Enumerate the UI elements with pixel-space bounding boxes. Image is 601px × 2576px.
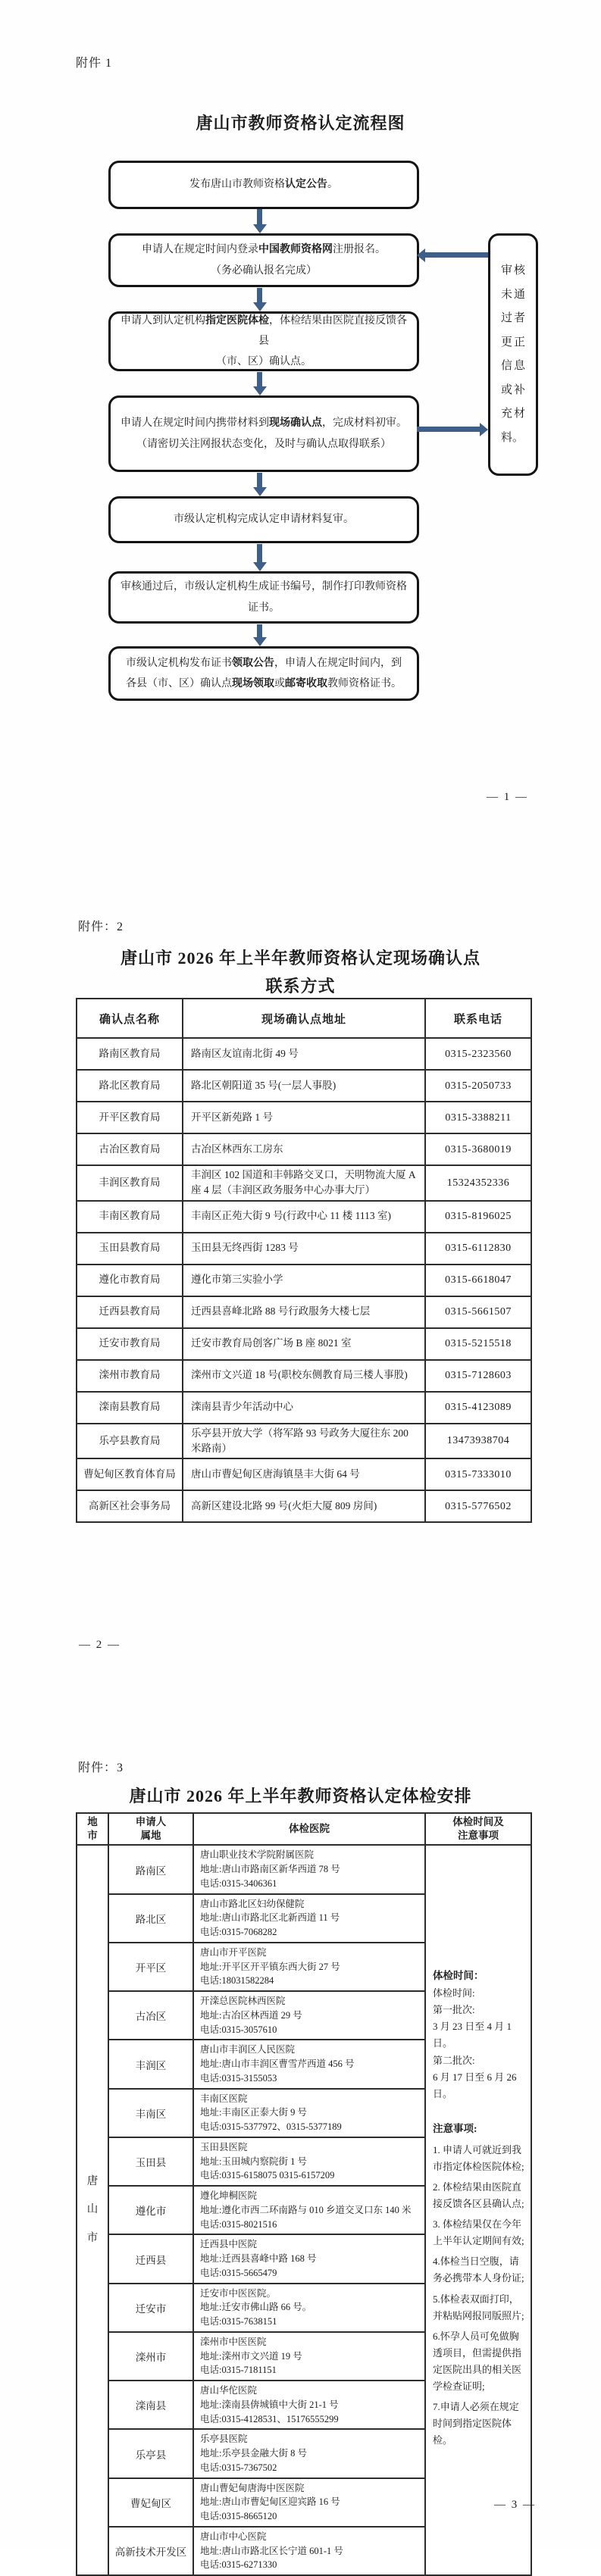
hospital-address: 地址:唐山市路北区北新西道 11 号	[200, 1912, 340, 1924]
arrow-down-icon	[257, 288, 262, 303]
applicant-area: 乐亭县	[108, 2429, 193, 2478]
table-header-row	[77, 999, 531, 1038]
flow-step-certificate-pickup	[108, 646, 419, 701]
exam-time-line: 第一批次:	[433, 2004, 475, 2016]
confirm-point-name: 丰润区教育局	[77, 1165, 183, 1201]
column-header-name: 确认点名称	[77, 999, 183, 1038]
confirm-point-address: 迁安市教育局创客广场 B 座 8021 室	[183, 1328, 425, 1360]
exam-time-line: 6 月 17 日至 6 月 26 日。	[433, 2071, 517, 2099]
hospital-address: 地址:唐山市丰润区曹雪芹西道 456 号	[200, 2059, 355, 2070]
notice-item: 6.怀孕人员可免做胸透项目，但需提供指定医院出具的相关医学检查证明;	[433, 2330, 522, 2392]
hospital-name: 乐亭县医院	[200, 2434, 248, 2445]
flow-side-box-review-failed	[488, 233, 538, 476]
confirm-point-phone: 0315-6618047	[425, 1265, 531, 1296]
hospital-cell	[193, 2137, 425, 2186]
exam-time-line: 第二批次:	[433, 2054, 475, 2066]
hospital-address: 地址:开平区开平镇东西大街 27 号	[200, 1961, 340, 1972]
applicant-area: 路北区	[108, 1894, 193, 1943]
column-header-line: 地	[87, 1816, 98, 1827]
hospital-phone: 电话:0315-7638151	[200, 2316, 277, 2327]
hospital-name: 唐山职业技术学院附属医院	[200, 1849, 315, 1861]
flow-step-medical-exam	[108, 311, 419, 371]
table-row	[77, 1201, 531, 1233]
table-row	[77, 1265, 531, 1296]
table-row	[77, 1392, 531, 1424]
table-row	[77, 1296, 531, 1328]
confirm-point-name: 路北区教育局	[77, 1070, 183, 1102]
confirm-point-phone: 0315-2323560	[425, 1038, 531, 1070]
applicant-area: 古冶区	[108, 1991, 193, 2040]
applicant-area: 曹妃甸区	[108, 2478, 193, 2527]
hospital-phone: 电话:0315-3406361	[200, 1877, 277, 1889]
confirm-point-name: 迁安市教育局	[77, 1328, 183, 1360]
confirm-point-phone: 0315-5776502	[425, 1490, 531, 1522]
attachment3-label: 附件：3	[78, 1762, 124, 1774]
confirm-point-phone: 0315-8196025	[425, 1201, 531, 1233]
hospital-address: 地址:唐山市路南区新华西道 78 号	[200, 1864, 340, 1875]
hospital-name: 迁西县中医院	[200, 2239, 258, 2250]
hospital-phone: 电话:0315-3155053	[200, 2072, 277, 2084]
hospital-name: 滦州市中医医院	[200, 2336, 267, 2347]
confirm-point-phone: 0315-5215518	[425, 1328, 531, 1360]
hospital-name: 丰南区医院	[200, 2093, 248, 2104]
flow-step-onsite-confirmation	[108, 395, 419, 472]
confirm-point-address: 玉田县无终西街 1283 号	[183, 1233, 425, 1265]
confirm-point-address: 滦州市文兴道 18 号(职校东侧教育局三楼人事股)	[183, 1360, 425, 1392]
confirm-point-phone: 0315-3680019	[425, 1133, 531, 1165]
hospital-address: 地址:乐亭县金融大街 8 号	[200, 2448, 307, 2459]
hospital-cell	[193, 2478, 425, 2527]
hospital-name: 唐山市路北区妇幼保健院	[200, 1898, 305, 1909]
hospital-cell	[193, 2381, 425, 2429]
city-cell: 唐山市	[77, 1845, 108, 2575]
flow-step-announcement	[108, 161, 419, 209]
hospital-cell	[193, 2284, 425, 2332]
exam-time-line: 体检时间:	[433, 1987, 475, 1999]
confirm-point-name: 曹妃甸区教育体育局	[77, 1458, 183, 1490]
flow-step-material-review	[108, 496, 419, 543]
confirm-point-phone: 0315-6112830	[425, 1233, 531, 1265]
column-header-line: 市	[87, 1830, 98, 1842]
hospital-phone: 电话:0315-5665479	[200, 2267, 277, 2278]
column-header	[193, 1813, 425, 1845]
hospital-cell	[193, 2089, 425, 2137]
hospital-phone: 电话:0315-3057610	[200, 2024, 277, 2035]
confirm-points-table-body	[77, 1038, 531, 1522]
flow-step-text: （请密切关注网报状态变化，及时与确认点取得联系）	[136, 438, 391, 450]
medical-exam-table-body	[77, 1845, 531, 2575]
confirm-point-address: 路北区朝阳道 35 号(一层人事股)	[183, 1070, 425, 1102]
page-number-2: — 2 —	[79, 1639, 121, 1651]
confirm-point-phone: 15324352336	[425, 1165, 531, 1201]
hospital-phone: 电话:0315-4128531、15176555299	[200, 2413, 339, 2424]
hospital-cell	[193, 1943, 425, 1991]
table-row	[77, 1490, 531, 1522]
page-number-3: — 3 —	[494, 2499, 536, 2511]
confirm-point-name: 路南区教育局	[77, 1038, 183, 1070]
hospital-phone: 电话:0315-8021516	[200, 2218, 277, 2230]
hospital-name: 玉田县医院	[200, 2141, 248, 2152]
confirm-point-address: 迁西县喜峰北路 88 号行政服务大楼七层	[183, 1296, 425, 1328]
confirm-points-table	[76, 998, 532, 1523]
flow-step-text: 申请人到认定机构指定医院体检，体检结果由医院直接反馈各县	[121, 314, 407, 347]
arrow-down-icon	[257, 624, 262, 638]
flow-step-certificate-printing	[108, 571, 419, 624]
table-row	[77, 1233, 531, 1265]
column-header-line: 注意事项	[458, 1830, 499, 1842]
hospital-address: 地址:遵化市西二环南路与 010 乡道交叉口东 140 米	[200, 2204, 412, 2215]
table-row	[77, 1165, 531, 1201]
hospital-name: 迁安市中医医院。	[200, 2287, 277, 2299]
hospital-cell	[193, 2332, 425, 2381]
column-header-phone: 联系电话	[425, 999, 531, 1038]
hospital-name: 唐山市丰润区人民医院	[200, 2044, 296, 2055]
confirm-point-phone: 0315-7333010	[425, 1458, 531, 1490]
applicant-area: 高新技术开发区	[108, 2527, 193, 2575]
table-row	[77, 1102, 531, 1133]
column-header	[108, 1813, 193, 1845]
flow-step-text: 市级认定机构完成认定申请材料复审。	[174, 514, 354, 526]
attachment3-title: 唐山市 2026 年上半年教师资格认定体检安排	[129, 1787, 472, 1805]
confirm-point-phone: 0315-4123089	[425, 1392, 531, 1424]
table-row	[77, 1845, 531, 1893]
hospital-cell	[193, 1991, 425, 2040]
exam-time-line: 3 月 23 日至 4 月 1 日。	[433, 2021, 512, 2049]
attachment2-label: 附件：2	[78, 921, 124, 933]
arrow-down-icon	[257, 473, 262, 488]
hospital-name: 遵化坤桐医院	[200, 2190, 258, 2202]
hospital-address: 地址:迁安市佛山路 66 号。	[200, 2302, 312, 2313]
exam-time-and-notes	[425, 1845, 531, 2575]
attachment2-title-line2: 联系方式	[265, 977, 336, 996]
arrow-down-icon	[257, 544, 262, 563]
hospital-address: 地址:迁西县喜峰中路 168 号	[200, 2253, 317, 2265]
column-header-line: 属地	[140, 1830, 161, 1842]
table-header-row	[77, 1813, 531, 1845]
flow-side-box-text: 审核未通过者更正信息或补充材料。	[501, 264, 525, 444]
hospital-name: 开滦总医院林西医院	[200, 1996, 286, 2007]
flow-step-text: 申请人在规定时间内登录中国教师资格网注册报名。	[142, 244, 386, 256]
hospital-address: 地址:滦南县倴城镇中大街 21-1 号	[200, 2399, 339, 2410]
notice-item: 5.体检表双面打印，并粘贴网报同版照片;	[433, 2293, 524, 2321]
applicant-area: 滦州市	[108, 2332, 193, 2381]
table-row	[77, 1070, 531, 1102]
hospital-phone: 电话:0315-7181151	[200, 2365, 277, 2376]
attachment1-title: 唐山市教师资格认定流程图	[196, 114, 405, 133]
confirm-point-phone: 0315-7128603	[425, 1360, 531, 1392]
column-header	[425, 1813, 531, 1845]
attachment2-title-line1: 唐山市 2026 年上半年教师资格认定现场确认点	[120, 949, 480, 968]
confirm-point-address: 路南区友谊南北街 49 号	[183, 1038, 425, 1070]
applicant-area: 开平区	[108, 1943, 193, 1991]
flow-step-text: 市级认定机构发布证书领取公告，申请人在规定时间内，到	[126, 657, 402, 669]
hospital-cell	[193, 1845, 425, 1893]
applicant-area: 迁安市	[108, 2284, 193, 2332]
confirm-point-address: 乐亭县开放大学（将军路 93 号政务大厦往东 200 米路南）	[183, 1424, 425, 1459]
arrow-right-icon	[417, 427, 480, 432]
arrow-down-icon	[257, 372, 262, 387]
hospital-cell	[193, 2186, 425, 2234]
hospital-name: 唐山曹妃甸唐海中医医院	[200, 2482, 305, 2493]
hospital-phone: 电话:0315-7367502	[200, 2462, 277, 2473]
confirm-point-name: 滦南县教育局	[77, 1392, 183, 1424]
table-row	[77, 1424, 531, 1459]
hospital-cell	[193, 2234, 425, 2283]
applicant-area: 路南区	[108, 1845, 193, 1893]
hospital-phone: 电话:0315-7068282	[200, 1927, 277, 1938]
hospital-phone: 电话:18031582284	[200, 1975, 274, 1987]
hospital-phone: 电话:0315-5377972、0315-5377189	[200, 2121, 342, 2133]
notice-item: 3. 体检结果仅在今年上半年认定期间有效;	[433, 2218, 524, 2247]
confirm-point-phone: 0315-2050733	[425, 1070, 531, 1102]
hospital-address: 地址:滦州市文兴道 19 号	[200, 2350, 302, 2362]
hospital-name: 唐山市开平医院	[200, 1946, 267, 1958]
applicant-area: 滦南县	[108, 2381, 193, 2429]
table-row	[77, 1328, 531, 1360]
confirm-point-address: 开平区新苑路 1 号	[183, 1102, 425, 1133]
hospital-cell	[193, 2527, 425, 2575]
flow-step-text: （务必确认报名完成）	[211, 264, 317, 277]
page-number-1: — 1 —	[487, 791, 528, 803]
hospital-address: 地址:唐山市曹妃甸区迎宾路 16 号	[200, 2496, 340, 2508]
hospital-address: 地址:玉田城内察院街 1 号	[200, 2156, 307, 2167]
table-row	[77, 1360, 531, 1392]
attachment1-label: 附件 1	[76, 57, 113, 70]
confirm-point-name: 滦州市教育局	[77, 1360, 183, 1392]
confirm-point-name: 遵化市教育局	[77, 1265, 183, 1296]
confirm-point-phone: 0315-5661507	[425, 1296, 531, 1328]
flow-step-text: （市、区）确认点。	[216, 356, 311, 368]
column-header-line: 体检时间及	[452, 1816, 504, 1827]
applicant-area: 迁西县	[108, 2234, 193, 2283]
confirm-point-name: 乐亭县教育局	[77, 1424, 183, 1459]
hospital-cell	[193, 2429, 425, 2478]
flow-step-text: 申请人在规定时间内携带材料到现场确认点，完成材料初审。	[121, 417, 407, 430]
confirm-point-name: 古冶区教育局	[77, 1133, 183, 1165]
table-row	[77, 1038, 531, 1070]
hospital-phone: 电话:0315-6158075 0315-6157209	[200, 2170, 335, 2181]
confirm-point-name: 玉田县教育局	[77, 1233, 183, 1265]
confirm-point-address: 滦南县青少年活动中心	[183, 1392, 425, 1424]
confirm-point-address: 唐山市曹妃甸区唐海镇垦丰大街 64 号	[183, 1458, 425, 1490]
notice-item: 4.体检当日空腹，请务必携带本人身份证;	[433, 2256, 524, 2284]
medical-exam-table	[76, 1812, 532, 2576]
flow-step-online-registration	[108, 233, 419, 287]
table-row	[77, 1133, 531, 1165]
table-row	[77, 1458, 531, 1490]
confirm-point-phone: 13473938704	[425, 1424, 531, 1459]
hospital-name: 唐山华佗医院	[200, 2385, 258, 2396]
confirm-point-name: 开平区教育局	[77, 1102, 183, 1133]
hospital-address: 地址:古冶区林西道 29 号	[200, 2009, 302, 2021]
applicant-area: 遵化市	[108, 2186, 193, 2234]
confirm-point-name: 迁西县教育局	[77, 1296, 183, 1328]
applicant-area: 玉田县	[108, 2137, 193, 2186]
column-header-line: 申请人	[135, 1816, 167, 1827]
hospital-cell	[193, 2040, 425, 2088]
hospital-address: 地址:丰南区正泰大街 9 号	[200, 2107, 307, 2118]
hospital-phone: 电话:0315-6271330	[200, 2559, 277, 2571]
hospital-cell	[193, 1894, 425, 1943]
arrow-left-icon	[425, 252, 488, 258]
hospital-address: 地址:唐山市路北区长宁道 601-1 号	[200, 2545, 343, 2556]
applicant-area: 丰南区	[108, 2089, 193, 2137]
exam-time-title: 体检时间：	[433, 1970, 484, 1982]
confirm-point-address: 古冶区林西东工房东	[183, 1133, 425, 1165]
notice-item: 2. 体检结果由医院直接反馈各区县确认点;	[433, 2181, 524, 2210]
confirm-point-phone: 0315-3388211	[425, 1102, 531, 1133]
column-header	[77, 1813, 108, 1845]
confirm-point-name: 高新区社会事务局	[77, 1490, 183, 1522]
flow-step-text: 发布唐山市教师资格认定公告。	[189, 179, 338, 191]
hospital-name: 唐山市中心医院	[200, 2531, 267, 2542]
flow-step-text: 审核通过后，市级认定机构生成证书编号，制作打印教师资格证书。	[121, 581, 407, 614]
confirm-point-name: 丰南区教育局	[77, 1201, 183, 1233]
confirm-point-address: 遵化市第三实验小学	[183, 1265, 425, 1296]
hospital-phone: 电话:0315-8665120	[200, 2511, 277, 2522]
notice-title: 注意事项:	[433, 2122, 477, 2134]
column-header-line: 体检医院	[289, 1823, 330, 1835]
notice-item: 1. 申请人可就近到我市指定体检医院体检;	[433, 2143, 524, 2172]
notice-item: 7.申请人必须在规定时间到指定医院体检。	[433, 2401, 519, 2446]
applicant-area: 丰润区	[108, 2040, 193, 2088]
arrow-down-icon	[257, 209, 262, 225]
confirm-point-address: 丰南区正苑大街 9 号(行政中心 11 楼 1113 室)	[183, 1201, 425, 1233]
confirm-point-address: 高新区建设北路 99 号(火炬大厦 809 房间)	[183, 1490, 425, 1522]
confirm-point-address: 丰润区 102 国道和丰韩路交叉口，天明物流大厦 A 座 4 层（丰润区政务服务中心办事大厅）	[183, 1165, 425, 1201]
flow-step-text: 各县（市、区）确认点现场领取或邮寄收取教师资格证书。	[126, 678, 402, 689]
column-header-address: 现场确认点地址	[183, 999, 425, 1038]
